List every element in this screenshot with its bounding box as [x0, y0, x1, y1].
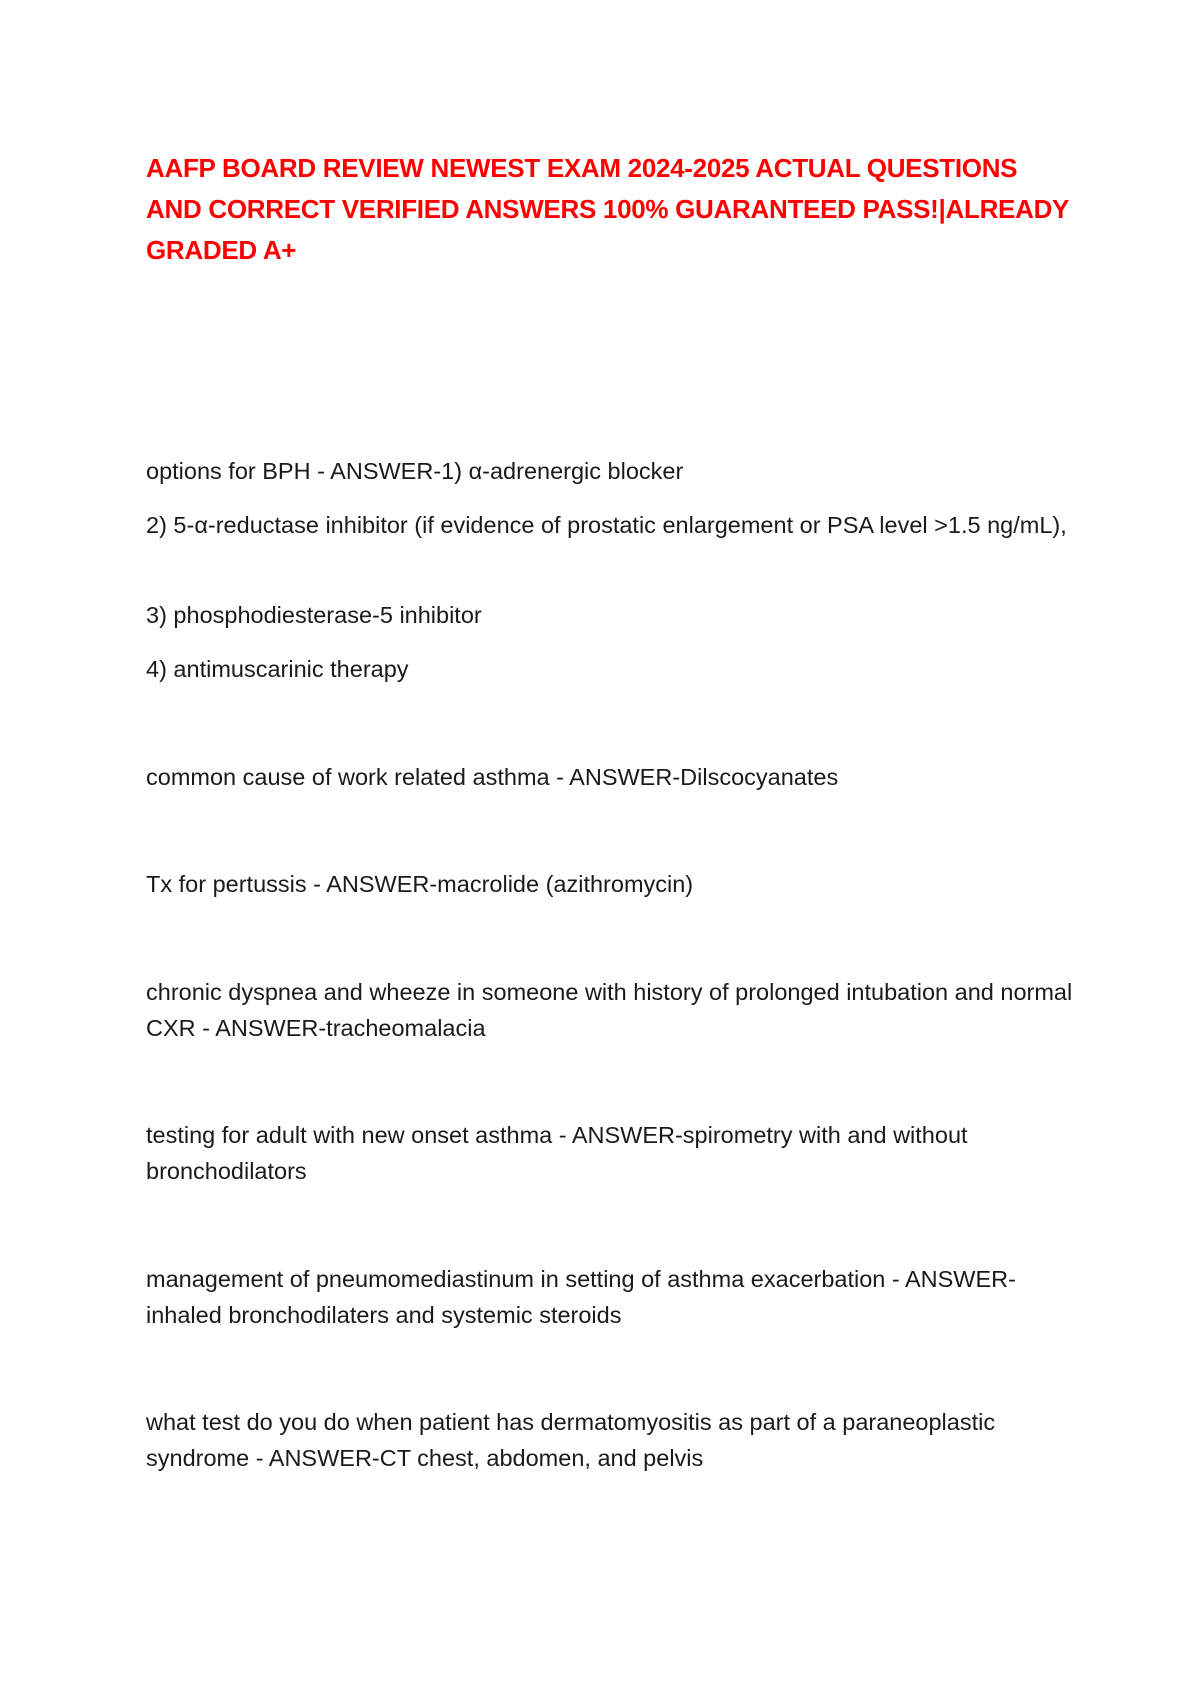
- qa-entry-new-onset-asthma: testing for adult with new onset asthma - ANSWER-spirometry with and without bronchodilators: [146, 1122, 968, 1184]
- qa-entry-bph-line-3: 3) phosphodiesterase-5 inhibitor: [146, 602, 482, 628]
- qa-entry-dermatomyositis: what test do you do when patient has dermatomyositis as part of a paraneoplastic syndrome - ANSWER-CT chest, abdomen, and pelvis: [146, 1409, 996, 1471]
- qa-entry-bph-line-4: 4) antimuscarinic therapy: [146, 656, 409, 682]
- qa-entry-pneumomediastinum: management of pneumomediastinum in setting of asthma exacerbation - ANSWER-inhaled bronchodilaters and systemic steroids: [146, 1266, 1016, 1328]
- qa-entry-pertussis: Tx for pertussis - ANSWER-macrolide (azithromycin): [146, 871, 694, 897]
- qa-entry-work-asthma: common cause of work related asthma - ANSWER-Dilscocyanates: [146, 764, 839, 790]
- qa-entry-bph-line-2: 2) 5-α-reductase inhibitor (if evidence of prostatic enlargement or PSA level >1.5 ng/mL),: [146, 512, 1067, 538]
- document-title: AAFP BOARD REVIEW NEWEST EXAM 2024-2025 ACTUAL QUESTIONS AND CORRECT VERIFIED ANSWERS 100% GUARANTEED PASS!|ALREADY GRADED A+: [146, 153, 1069, 265]
- qa-entry-bph-line-1: options for BPH - ANSWER-1) α-adrenergic blocker: [146, 458, 684, 484]
- qa-entry-tracheomalacia: chronic dyspnea and wheeze in someone with history of prolonged intubation and normal CXR - ANSWER-tracheomalacia: [146, 979, 1073, 1041]
